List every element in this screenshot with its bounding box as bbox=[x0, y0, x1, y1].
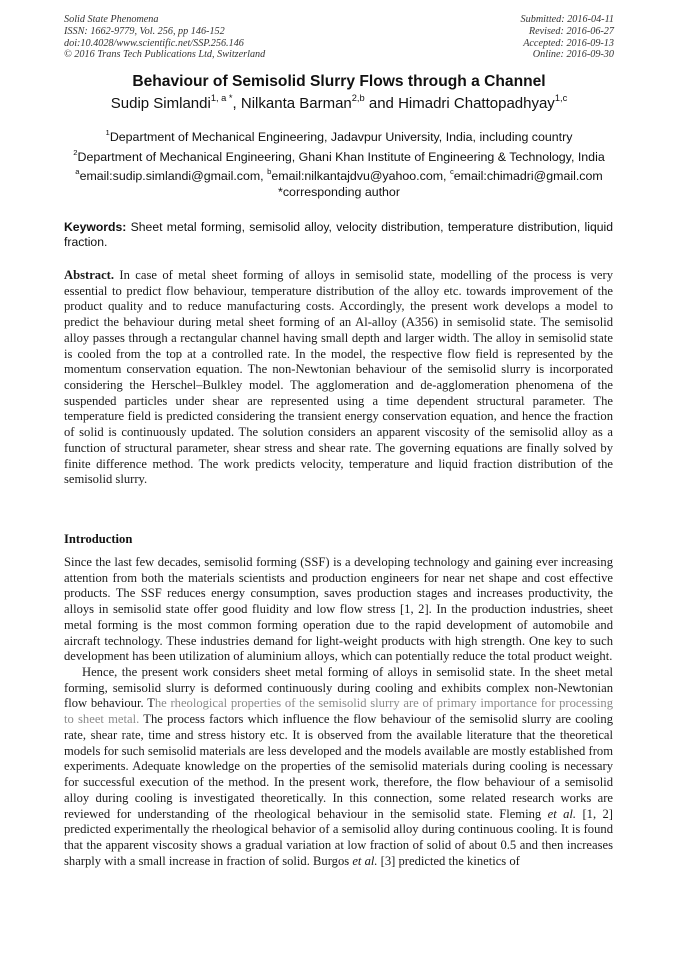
introduction-body bbox=[64, 555, 613, 869]
email-line bbox=[0, 169, 678, 183]
intro-p2-etal-1: et al. bbox=[547, 806, 577, 821]
revised-date: Revised: 2016-06-27 bbox=[528, 25, 614, 37]
author-2: , Nilkanta Barman bbox=[232, 95, 352, 112]
corresponding-author: *corresponding author bbox=[278, 185, 400, 199]
online-date: Online: 2016-09-30 bbox=[532, 49, 614, 61]
affiliation-2-sup: 2 bbox=[73, 148, 78, 158]
affiliation-2-text: Department of Mechanical Engineering, Ghani Khan Institute of Engineering & Technology, India bbox=[77, 150, 605, 164]
author-1: Sudip Simlandi bbox=[110, 95, 211, 112]
intro-paragraph-1: Since the last few decades, semisolid forming (SSF) is a developing technology and gaining ever increasing attention from both the materials scientists and production engineers for near net shape and cost effective products. The SSF reduces energy consumption, saves production stages and increases productivity, the alloys in semisolid state offer good fluidity and low flow stress [1, 2]. In the production industries, sheet metal forming is the most common forming operation due to the rapid development of automobile and aircraft technology. These industries demand for light-weight products with high strength. One key to such development has been utilization of aluminium alloys, which can potentially reduce the total product weight. bbox=[64, 555, 613, 664]
abstract-text: In case of metal sheet forming of alloys in semisolid state, modelling of the process is very essential to predict flow behaviour, temperature distribution of the alloy etc. towards improvement of the product quality and to reduce manufacturing costs. Accordingly, the present work develops a model to predict the behaviour during metal sheet forming of an Al-alloy (A356) in semisolid state. The semisolid alloy passes through a rectangular channel having small depth and larger width. The alloy in semisolid state is cooled from the top at a controlled rate. In the model, the respective flow field is represented by the momentum conservation equation. The non-Newtonian behaviour of the semisolid slurry is incorporated considering the Herschel–Bulkley model. The agglomeration and de-agglomeration phenomena of the suspended particles under shear are represented using a time dependent structural parameter. The temperature field is predicted considering the transient energy conservation equation, and hence the fraction of solid is continuously updated. The solution considers an apparent viscosity of the semisolid alloy as a function of structural parameter, shear stress and shear rate. The governing equations are finally solved by finite difference method. The work predicts velocity, temperature and liquid fraction distribution of the semisolid slurry. bbox=[64, 268, 613, 487]
affiliation-1-sup: 1 bbox=[105, 128, 110, 138]
email-a: email:sudip.simlandi@gmail.com, bbox=[79, 169, 268, 183]
author-list bbox=[0, 95, 678, 112]
intro-p2-faded: he rheological properties of the semisolid slurry are of primary importance for processing to sheet metal. bbox=[64, 696, 613, 727]
email-b-sup: b bbox=[267, 167, 272, 177]
intro-p2-etal-2: et al. bbox=[352, 853, 378, 868]
intro-p2-part-d: [3] predicted the kinetics of bbox=[377, 853, 520, 868]
abstract-label: Abstract. bbox=[64, 268, 115, 282]
author-2-sup: 2,b bbox=[351, 93, 365, 104]
author-3: and Himadri Chattopadhyay bbox=[364, 95, 555, 112]
issn-line: ISSN: 1662-9779, Vol. 256, pp 146-152 bbox=[64, 25, 225, 37]
keywords bbox=[64, 220, 613, 251]
affiliation-1 bbox=[0, 130, 678, 144]
section-heading-introduction: Introduction bbox=[64, 532, 133, 546]
journal-name: Solid State Phenomena bbox=[64, 14, 159, 25]
doi-line: doi:10.4028/www.scientific.net/SSP.256.146 bbox=[64, 37, 244, 49]
email-b: email:nilkantajdvu@yahoo.com, bbox=[271, 169, 450, 183]
keywords-text: Sheet metal forming, semisolid alloy, velocity distribution, temperature distribution, liquid fraction. bbox=[64, 220, 613, 250]
paper-title: Behaviour of Semisolid Slurry Flows through a Channel bbox=[132, 73, 546, 90]
journal-header-left bbox=[64, 14, 265, 61]
journal-header-right bbox=[521, 14, 614, 61]
intro-p2-part-a: Hence, the present work considers sheet metal forming of alloys in semisolid state. In the sheet metal forming, semisolid slurry is deformed continuously during cooling and exhibits complex non-Newtonian flow behaviour. T bbox=[64, 665, 613, 711]
email-c: email:chimadri@gmail.com bbox=[453, 169, 603, 183]
intro-p2-part-c: [1, 2] predicted experimentally the rheological behavior of a semisolid alloy during continuous cooling. It is found that the apparent viscosity shows a gradual variation at low fraction of solid of about 0.5 and then increases sharply with a small increase in fraction of solid. Burgos bbox=[64, 806, 614, 868]
keywords-label: Keywords: bbox=[64, 220, 127, 234]
submitted-date: Submitted: 2016-04-11 bbox=[520, 14, 614, 25]
email-a-sup: a bbox=[75, 167, 80, 177]
accepted-date: Accepted: 2016-09-13 bbox=[523, 37, 614, 49]
affiliation-1-text: Department of Mechanical Engineering, Jadavpur University, India, including country bbox=[109, 130, 573, 144]
email-c-sup: c bbox=[449, 167, 454, 177]
author-3-sup: 1,c bbox=[554, 93, 568, 104]
affiliation-2 bbox=[0, 150, 678, 164]
copyright-line: © 2016 Trans Tech Publications Ltd, Switzerland bbox=[64, 49, 266, 61]
author-1-sup: 1, a * bbox=[210, 93, 233, 104]
intro-p2-part-b: The process factors which influence the flow behaviour of the semisolid slurry are cooling rate, shear rate, time and stress history etc. It is observed from the available literature that the theoretical models for such semisolid materials are less developed and the models available are mostly established from experiments. Adequate knowledge on the properties of the semisolid materials during cooling is necessary for successful execution of the method. In the present work, therefore, the flow behaviour of a semisolid alloy during cooling is investigated theoretically. In this connection, some related research works are reviewed for understanding of the rheological behaviour in the semisolid state. Fleming bbox=[64, 712, 614, 821]
intro-paragraph-2 bbox=[64, 665, 613, 869]
abstract bbox=[64, 268, 613, 488]
